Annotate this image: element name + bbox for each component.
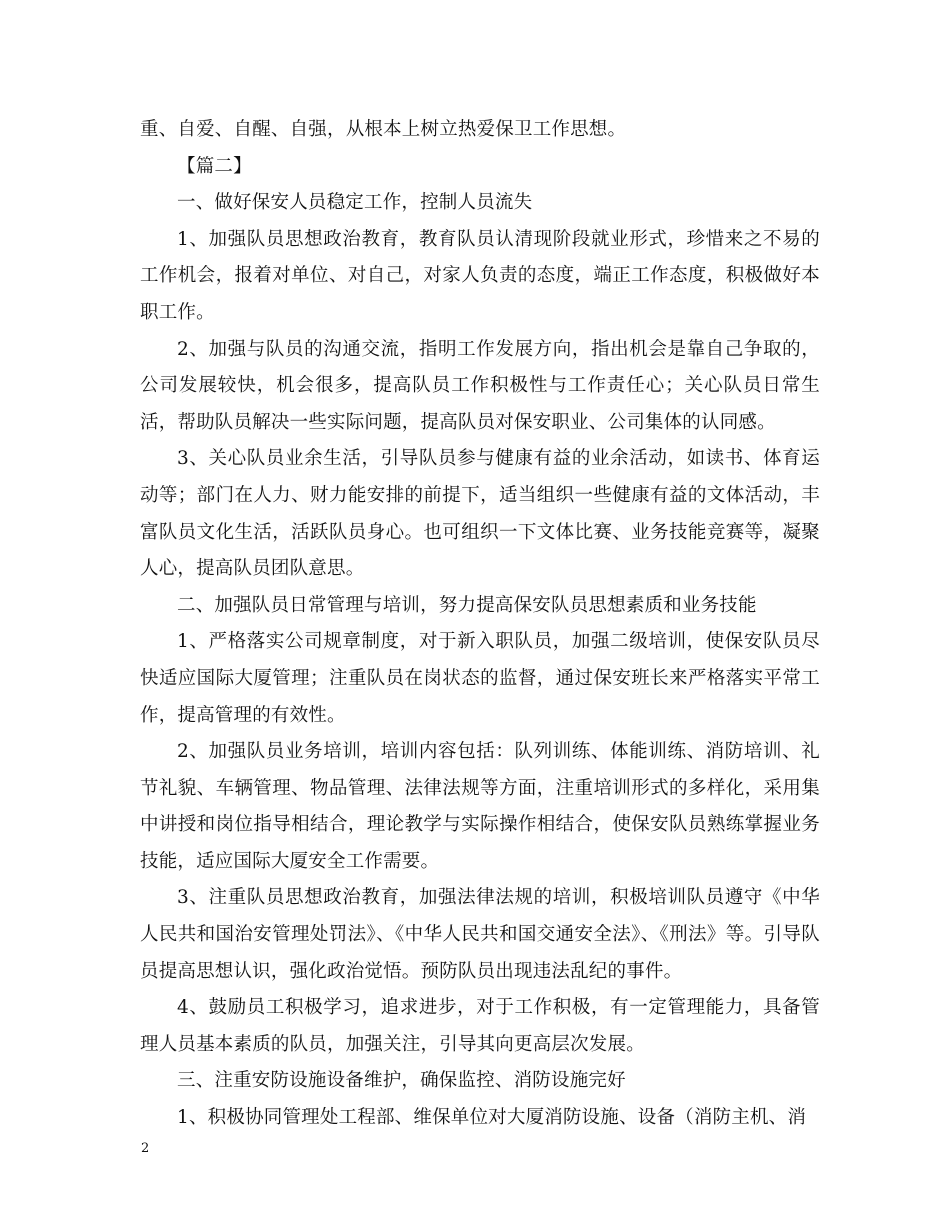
paragraph: 3、注重队员思想政治教育，加强法律法规的培训，积极培训队员遵守《中华人民共和国治安管理处罚法》、《中华人民共和国交通安全法》、《刑法》等。引导队员提高思想认识，强化政治觉悟。预防队员出现违法乱纪的事件。 bbox=[140, 887, 820, 982]
paragraph: 1、积极协同管理处工程部、维保单位对大厦消防设施、设备（消防主机、消 bbox=[177, 1107, 807, 1129]
subsection-heading: 二、加强队员日常管理与培训，努力提高保安队员思想素质和业务技能 bbox=[177, 594, 757, 616]
document-body bbox=[140, 112, 820, 1137]
section-heading: 【篇二】 bbox=[177, 155, 252, 177]
paragraph: 3、关心队员业余生活，引导队员参与健康有益的业余活动，如读书、体育运动等；部门在人力、财力能安排的前提下，适当组织一些健康有益的文体活动，丰富队员文化生活，活跃队员身心。也可组织一下文体比赛、业务技能竞赛等，凝聚人心，提高队员团队意思。 bbox=[140, 448, 820, 580]
page-number: 2 bbox=[141, 1141, 150, 1156]
subsection-heading: 一、做好保安人员稳定工作，控制人员流失 bbox=[177, 192, 533, 214]
paragraph: 2、加强队员业务培训，培训内容包括：队列训练、体能训练、消防培训、礼节礼貌、车辆管理、物品管理、法律法规等方面，注重培训形式的多样化，采用集中讲授和岗位指导相结合，理论教学与实际操作相结合，使保安队员熟练掌握业务技能，适应国际大厦安全工作需要。 bbox=[140, 741, 820, 872]
paragraph: 4、鼓励员工积极学习，追求进步，对于工作积极，有一定管理能力，具备管理人员基本素质的队员，加强关注，引导其向更高层次发展。 bbox=[140, 997, 820, 1055]
paragraph: 1、加强队员思想政治教育，教育队员认清现阶段就业形式，珍惜来之不易的工作机会，报着对单位、对自己，对家人负责的态度，端正工作态度，积极做好本职工作。 bbox=[140, 228, 820, 323]
paragraph: 重、自爱、自醒、自强，从根本上树立热爱保卫工作思想。 bbox=[140, 119, 627, 140]
subsection-heading: 三、注重安防设施设备维护，确保监控、消防设施完好 bbox=[177, 1070, 626, 1092]
paragraph: 1、严格落实公司规章制度，对于新入职队员，加强二级培训，使保安队员尽快适应国际大厦管理；注重队员在岗状态的监督，通过保安班长来严格落实平常工作，提高管理的有效性。 bbox=[140, 631, 820, 726]
paragraph: 2、加强与队员的沟通交流，指明工作发展方向，指出机会是靠自己争取的，公司发展较快，机会很多，提高队员工作积极性与工作责任心；关心队员日常生活，帮助队员解决一些实际问题，提高队员对保安职业、公司集体的认同感。 bbox=[140, 338, 820, 433]
